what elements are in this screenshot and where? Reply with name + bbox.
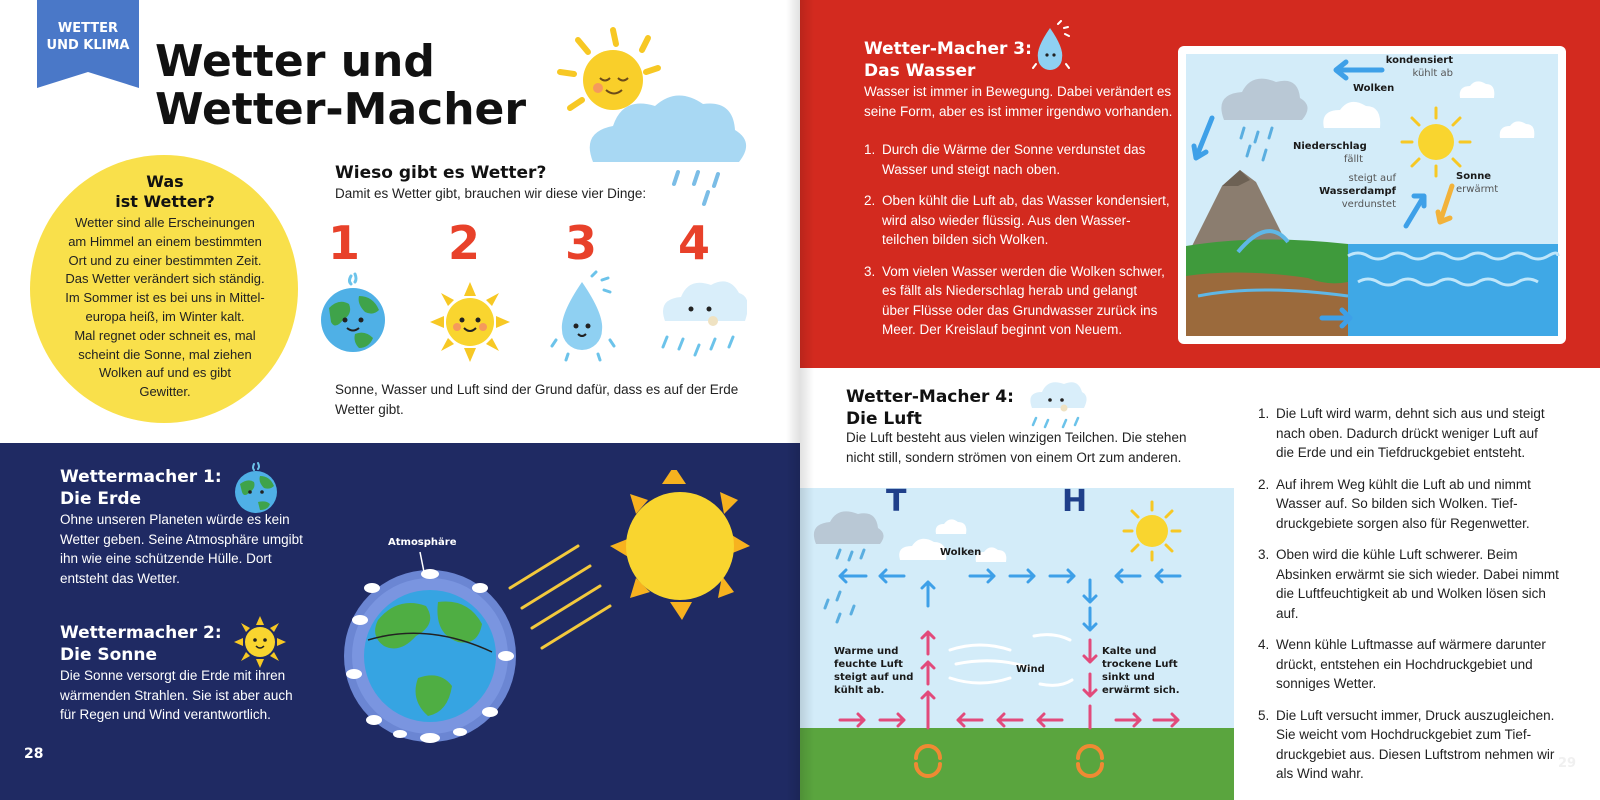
maker4-intro [846,428,1186,467]
book-gutter [786,0,814,800]
step-line: Wenn kühle Luftmasse auf wärmere darunter [1276,637,1546,652]
step-number: 2. [1258,476,1270,492]
step-line: druckgebiete sorgen also für Regenwetter. [1276,515,1530,531]
clouds-label: Wolken [1353,83,1395,94]
precip-label-1: Niederschlag [1293,141,1367,152]
section-tag-text: WETTER UND KLIMA [46,21,130,53]
bubble-line: Wolken auf und es gibt [98,365,231,381]
condense-label [1383,54,1453,80]
warm-air-line: feuchte Luft [834,659,903,670]
page-title-line2: Wetter-Macher [155,84,527,135]
sun-label-2: erwärmt [1456,184,1499,195]
step-line: auf. [1276,605,1299,621]
earth-icon [232,462,280,514]
sun-icon [1124,502,1180,560]
step-line: Sie weicht vom Hochdruckgebiet zum Tief- [1276,727,1532,742]
maker2-title-line2: Die Sonne [60,645,158,665]
page-title [155,38,526,134]
list-item [1258,475,1598,534]
bubble-line: scheint die Sonne, mal ziehen [78,346,252,362]
sun-icon [430,282,510,362]
maker1-line: Ohne unseren Planeten würde es kein [60,512,290,527]
bubble-line: am Himmel an einem bestimmten [68,233,262,249]
step-line: als Wind wahr. [1276,766,1364,781]
condense-label-2: kühlt ab [1412,68,1453,79]
maker3-title [864,38,1032,82]
step-number: 4. [1258,637,1270,652]
maker4-title-line2: Die Luft [846,409,922,429]
vapor-label [1316,172,1396,211]
what-is-weather-title-2: ist Wetter? [115,192,215,211]
list-item [1258,706,1598,784]
maker3-steps [864,140,1194,352]
maker3-intro-line1: Wasser ist immer in Bewegung. Dabei verändert es [864,84,1172,99]
warm-air-line: Warme und [834,646,899,657]
maker2-line: für Regen und Wind verantwortlich. [60,707,271,722]
sun-icon [234,616,286,668]
step-line: Absinken erwärmt sie sich wieder. Dabei nimmt [1276,566,1559,582]
number-1: 1 [328,216,361,270]
list-item [864,140,1194,179]
water-drop-icon [1032,20,1072,74]
list-item [1258,545,1598,623]
step-line: sonniges Wetter. [1276,676,1377,691]
step-number: 3. [1258,547,1270,562]
right-page [800,0,1600,800]
step-line: Wasser auf. So bilden sich Wolken. Tief- [1276,496,1518,511]
step-line: Oben kühlt die Luft ab, das Wasser kondensiert, [882,193,1170,208]
step-line: Die Luft versucht immer, Druck auszugleichen. [1276,707,1555,723]
step-line: über Flüsse oder das Grundwasser zurück ins [882,302,1158,318]
step-line: Durch die Wärme der Sonne verdunstet das [882,142,1146,157]
step-line: Meer. Der Kreislauf beginnt von Neuem. [882,322,1123,337]
bubble-line: Gewitter. [139,384,191,400]
cold-air-line: erwärmt sich. [1102,685,1180,696]
maker4-title [846,386,1014,430]
water-cycle-diagram [1178,46,1566,344]
atmosphere-label: Atmosphäre [388,537,457,548]
step-line: die Luftfeuchtigkeit ab und Wolken lösen sich [1276,586,1546,601]
condense-label-1: kondensiert [1385,55,1453,66]
sun-label-1: Sonne [1456,171,1492,182]
why-weather-title: Wieso gibt es Wetter? [335,163,547,183]
step-line: teilchen bilden sich Wolken. [882,232,1049,247]
list-item [1258,404,1598,463]
page-number-right: 29 [1558,756,1577,771]
precipitation-label [1293,140,1367,166]
why-weather-footer [335,380,738,419]
maker2-text [60,666,293,725]
step-line: drückt, entstehen ein Hochdruckgebiet und [1276,656,1533,672]
bubble-line: Wetter sind alle Erscheinungen [75,215,255,230]
step-line: die Erde und ein Tiefdruckgebiet entsteht. [1276,445,1526,460]
number-3: 3 [565,216,598,270]
list-item [864,262,1194,340]
sun-warms-label [1456,170,1498,196]
step-number: 1. [1258,406,1270,421]
vapor-label-1: steigt auf [1348,173,1396,184]
large-earth-icon [344,569,516,743]
why-footer-line1: Sonne, Wasser und Luft sind der Grund dafür, dass es auf der Erde [335,382,739,397]
vapor-label-3: verdunstet [1341,199,1396,210]
page-title-line1: Wetter und [155,36,435,87]
warm-air-label [834,645,913,697]
sun-icon [560,30,658,110]
step-number: 3. [864,263,876,279]
bubble-line: europa heiß, im Winter kalt. [85,308,245,324]
bubble-line: Mal regnet oder schneit es, mal [74,327,256,343]
why-footer-line2: Wetter gibt. [335,401,404,417]
step-line: wird also wieder flüssig. Aus den Wasser- [882,212,1131,228]
low-pressure-letter: T [886,488,907,519]
step-line: Die Luft wird warm, dehnt sich aus und steigt [1276,406,1545,421]
maker1-title [60,466,222,510]
maker3-intro-line2: seine Form, aber es ist immer irgendwo vorhanden. [864,103,1173,119]
bubble-line: Im Sommer ist es bei uns in Mittel- [65,290,265,306]
step-line: druckgebiet aus. Diesen Luftstrom nehmen wir [1276,746,1555,762]
number-2: 2 [448,216,481,270]
water-drop-icon [548,270,618,362]
air-clouds-label: Wolken [940,547,982,558]
maker4-title-line1: Wetter-Macher 4: [846,387,1014,407]
maker1-line: Wetter geben. Seine Atmosphäre umgibt [60,531,303,547]
maker3-intro [864,82,1172,121]
list-item [864,191,1194,250]
wind-label: Wind [1016,664,1045,675]
step-number: 2. [864,193,876,208]
earth-icon [315,272,391,356]
bubble-line: Das Wetter verändert sich ständig. [65,271,265,287]
cold-air-line: trockene Luft [1102,659,1178,670]
air-pressure-diagram [800,488,1234,800]
maker1-title-line1: Wettermacher 1: [60,467,222,487]
sun-icon [1402,108,1470,176]
sun-rays [510,546,610,648]
maker2-title [60,622,222,666]
cold-air-line: Kalte und [1102,646,1157,657]
what-is-weather-content [40,172,290,402]
step-line: Oben wird die kühle Luft schwerer. Beim [1276,547,1518,562]
maker2-title-line1: Wettermacher 2: [60,623,222,643]
step-number: 1. [864,142,876,157]
step-number: 5. [1258,707,1270,723]
precip-label-2: fällt [1343,154,1363,165]
large-sun-icon [610,470,750,620]
maker1-text [60,510,303,588]
step-line: es fällt als Niederschlag herab und gelangt [882,283,1138,298]
vapor-label-2: Wasserdampf [1319,186,1396,197]
wind-cloud-icon [1026,378,1088,432]
maker2-line: Die Sonne versorgt die Erde mit ihren [60,668,286,683]
warm-air-line: kühlt ab. [834,685,885,696]
warm-air-line: steigt auf und [834,672,914,683]
number-4: 4 [678,216,711,270]
step-line: nach oben. Dadurch drückt weniger Luft auf [1276,425,1538,441]
step-line: Vom vielen Wasser werden die Wolken schwer, [882,263,1165,279]
maker4-steps [1258,404,1598,796]
maker3-title-line2: Das Wasser [864,61,976,81]
maker1-line: ihn wie eine schützende Hülle. Dort [60,551,272,566]
maker3-title-line1: Wetter-Macher 3: [864,39,1032,59]
why-weather-intro: Damit es Wetter gibt, brauchen wir diese vier Dinge: [335,186,647,201]
step-line: Wasser und steigt nach oben. [882,161,1061,177]
page-number-left: 28 [24,746,44,762]
cold-air-line: sinkt und [1102,672,1155,683]
cold-air-label [1102,645,1180,697]
step-line: Auf ihrem Weg kühlt die Luft ab und nimmt [1276,476,1531,492]
wind-cloud-icon [655,275,747,363]
section-tag [37,0,139,88]
bubble-line: Ort und zu einer bestimmten Zeit. [68,252,262,268]
maker2-line: wärmenden Strahlen. Sie ist aber auch [60,687,293,703]
list-item [1258,635,1598,694]
maker4-intro-line2: nicht still, sondern strömen von einem Ort zum anderen. [846,449,1182,465]
maker1-line: entsteht das Wetter. [60,570,180,586]
maker1-title-line2: Die Erde [60,489,142,509]
high-pressure-letter: H [1062,488,1088,519]
maker4-intro-line1: Die Luft besteht aus vielen winzigen Teilchen. Die stehen [846,430,1187,445]
earth-atmosphere-illustration [330,470,750,760]
what-is-weather-title-1: Was [146,172,184,191]
